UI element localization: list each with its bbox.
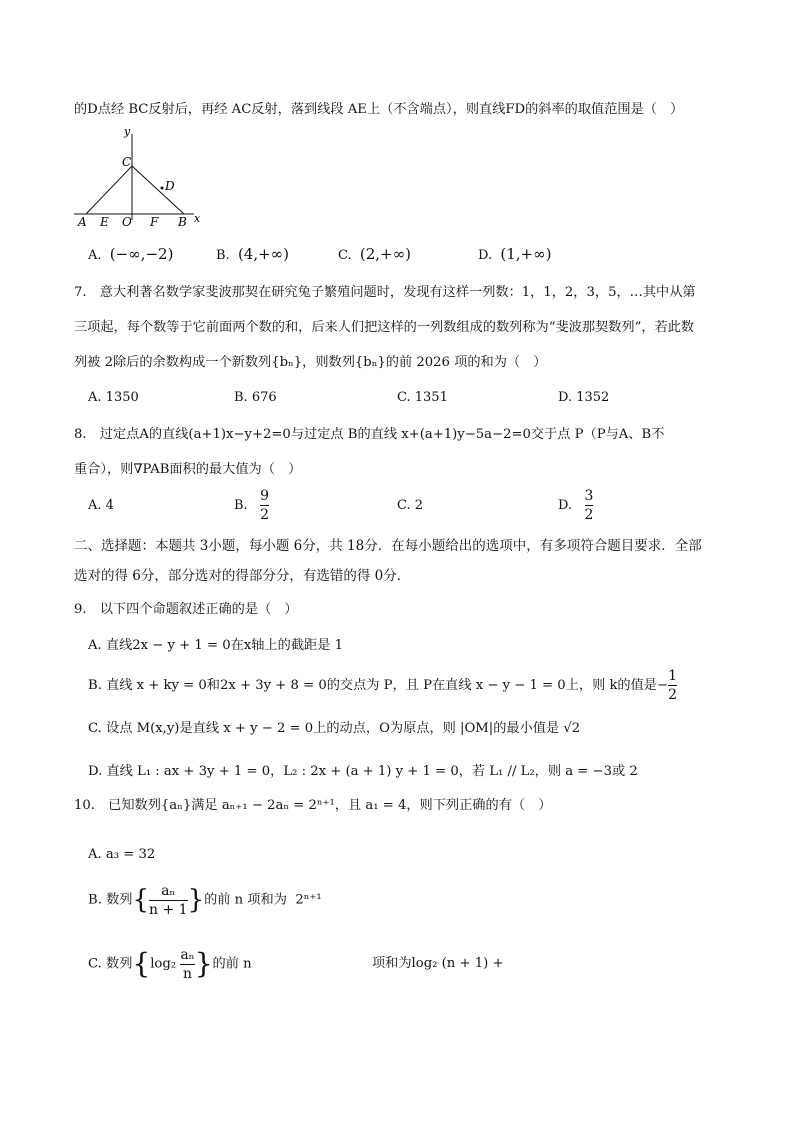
q8-line2: 重合），则∇PAB面积的最大值为（ ） xyxy=(74,462,302,477)
q7-option-b: B. 676 xyxy=(234,390,277,405)
q6-figure xyxy=(72,122,212,232)
q8-option-c: C. 2 xyxy=(397,498,424,513)
label-E: E xyxy=(100,215,109,229)
q9-stem: 9. 以下四个命题叙述正确的是（ ） xyxy=(74,602,298,617)
q8-line1: 8. 过定点A的直线(a+1)x−y+2=0与过定点 B的直线 x+(a+1)y−5a−2=0交于点 P（P与A、B不 xyxy=(74,427,665,442)
q9-option-d: D. 直线 L₁ : ax + 3y + 1 = 0，L₂ : 2x + (a + 1) y + 1 = 0，若 L₁ // L₂，则 a = −3或 2 xyxy=(88,764,638,779)
q6-option-b: B. (4,+∞) xyxy=(216,245,290,263)
q7-option-c: C. 1351 xyxy=(397,390,448,405)
point-D xyxy=(161,187,164,190)
q10-option-b: B. 数列{ $\frac{\text{aₙ}}{n + 1}$ }的前 n 项和为 2ⁿ⁺¹ xyxy=(88,882,322,918)
q10-stem: 10. 已知数列{aₙ}满足 aₙ₊₁ − 2aₙ = 2ⁿ⁺¹，且 a₁ = 4，则下列正确的有（ ） xyxy=(74,798,552,813)
q10-option-c-tail: 项和为log₂ (n + 1) + xyxy=(372,956,504,971)
label-B: B xyxy=(178,215,187,229)
q7-line3: 列被 2除后的余数构成一个新数列{bₙ}，则数列{bₙ}的前 2026 项的和为（ ） xyxy=(74,355,547,370)
q10-option-c: C. 数列{log₂ $\frac{\text{aₙ}}{n}$ }的前 n xyxy=(88,946,252,982)
label-D: D xyxy=(165,179,175,193)
label-O: O xyxy=(122,215,132,229)
q9-option-a: A. 直线2x − y + 1 = 0在x轴上的截距是 1 xyxy=(88,638,343,653)
q7-line2: 三项起，每个数等于它前面两个数的和，后来人们把这样的一列数组成的数列称为“斐波那契数列”，若此数 xyxy=(74,320,695,335)
label-A: A xyxy=(78,215,87,229)
label-x: x xyxy=(194,212,201,225)
label-C: C xyxy=(122,155,132,169)
q7-option-d: D. 1352 xyxy=(558,390,610,405)
label-y: y xyxy=(124,125,131,138)
q9-option-b: B. 直线 x + ky = 0和2x + 3y + 8 = 0的交点为 P，且 P在直线 x − y − 1 = 0上，则 k的值是− $\frac{1}{2}$ xyxy=(88,668,677,703)
segment-CB xyxy=(132,166,184,214)
q6-option-d: D. (1,+∞) xyxy=(478,245,552,263)
q8-option-d: D. $\frac{3}{2}$ xyxy=(558,488,594,523)
q6-option-a: A. (−∞,−2) xyxy=(88,245,174,263)
segment-AC xyxy=(86,166,132,214)
section2-line2: 选对的得 6分，部分选对的得部分分，有选错的得 0分． xyxy=(74,568,411,584)
q7-line1: 7. 意大利著名数学家斐波那契在研究兔子繁殖问题时，发现有这样一列数：1，1，2，3，5，…其中从第 xyxy=(74,285,696,300)
q9-option-c: C. 设点 M(x,y)是直线 x + y − 2 = 0上的动点，O为原点，则 |OM|的最小值是 √2 xyxy=(88,721,581,736)
q6-stem-tail: 的D点经 BC反射后，再经 AC反射，落到线段 AE上（不含端点），则直线FD的斜率的取值范围是（ ） xyxy=(74,102,684,117)
q8-option-b: B. $\frac{9}{2}$ xyxy=(234,488,270,523)
q8-option-a: A. 4 xyxy=(88,498,114,513)
q10-option-a: A. a₃ = 32 xyxy=(88,847,156,862)
q6-option-c: C. (2,+∞) xyxy=(338,245,411,263)
label-F: F xyxy=(150,215,159,229)
q7-option-a: A. 1350 xyxy=(88,390,139,405)
section2-line1: 二、选择题：本题共 3小题，每小题 6分，共 18分．在每小题给出的选项中，有多项符合题目要求．全部 xyxy=(74,538,702,554)
